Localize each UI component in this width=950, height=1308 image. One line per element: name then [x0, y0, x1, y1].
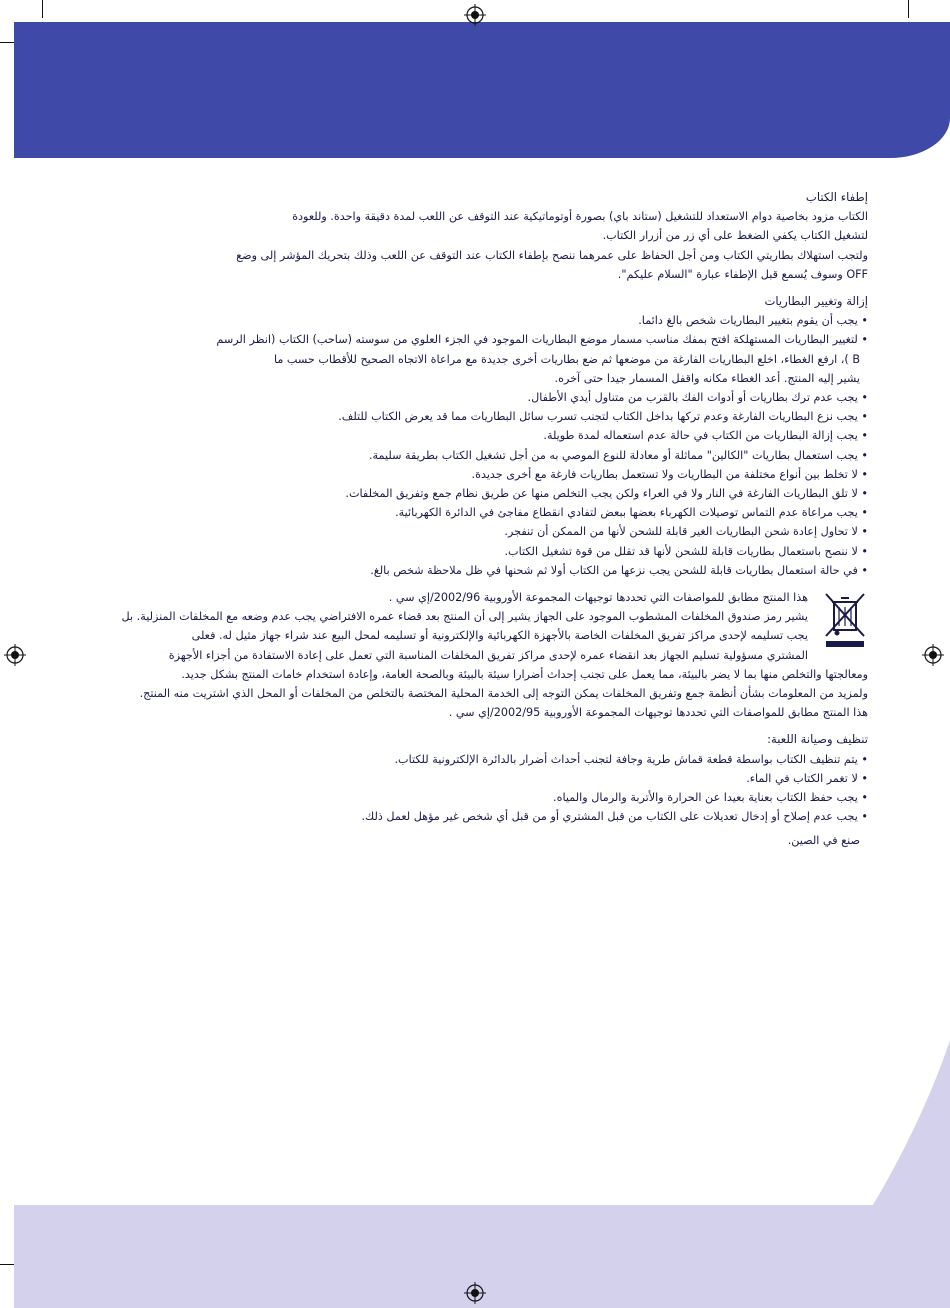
- weee-line: المشتري مسؤولية تسليم الجهاز بعد انقضاء عمره لإحدى مراكز تفريق المخلفات المناسبة التي تعمل على إعادة الاستفادة من أجزاء الأجهزة: [168, 648, 808, 662]
- list-item: B )، ارفع الغطاء، اخلع البطاريات الفارغة من موضعها ثم ضع بطاريات أخرى جديدة مع مراعاة الاتجاه الصحيح للأقطاب حسب ما: [273, 352, 860, 366]
- document-body: [100, 188, 868, 858]
- registration-mark-icon: [464, 1282, 486, 1304]
- section-heading: إزالة وتغيير البطاريات: [764, 294, 868, 309]
- list-item: • يجب نزع البطاريات الفارغة وعدم تركها بداخل الكتاب لتجنب تسرب سائل البطاريات مما قد يعرض الكتاب للتلف.: [338, 410, 868, 424]
- weee-line: هذا المنتج مطابق للمواصفات التي تحددها توجيهات المجموعة الأوروبية 2002/95/إي سي .: [448, 706, 868, 720]
- crop-mark: [42, 0, 43, 18]
- list-item: • لتغيير البطاريات المستهلكة افتح بمفك مناسب مسمار موضع البطاريات الموجود في الجزء العلوي من سوسته (ساحب) الكتاب (انظر الرسم: [216, 333, 868, 347]
- list-item: • يجب مراعاة عدم التماس توصيلات الكهرباء بعضها ببعض لتفادي انقطاع مفاجئ في الدائرة الكهربائية.: [395, 506, 868, 520]
- list-item: • لا تحاول إعادة شحن البطاريات الغير قابلة للشحن لأنها من الممكن أن تنفجر.: [504, 525, 868, 539]
- weee-line: هذا المنتج مطابق للمواصفات التي تحددها توجيهات المجموعة الأوروبية 2002/96/إي سي .: [388, 591, 808, 605]
- list-item: • يجب إزالة البطاريات من الكتاب في حالة عدم استعماله لمدة طويلة.: [543, 429, 868, 443]
- crossed-out-wheelie-bin-icon: [822, 592, 868, 650]
- weee-line: يشير رمز صندوق المخلفات المشطوب الموجود على الجهاز يشير إلى أن المنتج بعد قضاء عمره الافتراضي يجب عدم وضعه مع المخلفات المنزلية. بل: [121, 610, 808, 624]
- list-item: • يجب عدم ترك بطاريات أو أدوات الفك بالقرب من متناول أيدي الأطفال.: [527, 391, 868, 405]
- weee-line: ومعالجتها والتخلص منها بما لا يضر بالبيئة، مما يعمل على تجنب إحداث أضرارا سيئة بالبيئة وبالصحة العامة، وإعادة استخدام خامات المنتج بشكل جديد.: [181, 667, 868, 681]
- list-item: • لا تلق البطاريات الفارغة في النار ولا في العراء ولكن يجب التخلص منها عن طريق نظام جمع وتفريق المخلفات.: [345, 487, 868, 501]
- registration-mark-icon: [464, 4, 486, 26]
- list-item: • لا تغمر الكتاب في الماء.: [746, 771, 868, 785]
- crop-mark: [908, 0, 909, 18]
- registration-mark-icon: [922, 644, 944, 666]
- registration-mark-icon: [4, 644, 26, 666]
- list-item: • يجب عدم إصلاح أو إدخال تعديلات على الكتاب من قبل المشتري أو من قبل أي شخص غير مؤهل لعمل ذلك.: [361, 810, 868, 824]
- list-item: • يتم تنظيف الكتاب بواسطة قطعة قماش طرية وجافة لتجنب أحداث أضرار بالدائرة الإلكترونية للكتاب.: [394, 752, 868, 766]
- paragraph-line: OFF وسوف يُسمع قبل الإطفاء عبارة "السلام عليكم".: [617, 267, 868, 281]
- list-item: • يجب أن يقوم بتغيير البطاريات شخص بالغ دائما.: [638, 314, 868, 328]
- battery-bullet-list: [100, 311, 868, 580]
- section-turn-off: [100, 188, 868, 284]
- paragraph-line: ولتجب استهلاك بطاريتي الكتاب ومن أجل الحفاظ على عمرهما ننصح بإطفاء الكتاب عند التوقف عن اللعب وذلك بتحريك المؤشر إلى وضع: [236, 248, 868, 262]
- section-heading: إطفاء الكتاب: [805, 190, 868, 204]
- section-batteries: [100, 292, 868, 580]
- made-in-label: صنع في الصين.: [787, 833, 860, 847]
- weee-line: يجب تسليمه لإحدى مراكز تفريق المخلفات الخاصة بالأجهزة الكهربائية والإلكترونية أو تسليمه لمحل البيع عند شراء جهاز مثيل له. فعلى: [191, 629, 808, 643]
- list-item: • لا تخلط بين أنواع مختلفة من البطاريات ولا تستعمل بطاريات فارغة مع أخرى جديدة.: [471, 467, 868, 481]
- weee-notice: [100, 588, 868, 722]
- paragraph-line: لتشغيل الكتاب يكفي الضغط على أي زر من أزرار الكتاب.: [602, 229, 868, 243]
- corner-curve: [870, 1040, 950, 1210]
- list-item: • يجب استعمال بطاريات "الكالين" مماثلة أو معادلة للنوع الموصي به من أجل تشغيل الكتاب بطريقة سليمة.: [368, 448, 868, 462]
- paragraph-line: الكتاب مزود بخاصية دوام الاستعداد للتشغيل (ستاند باي) بصورة أوتوماتيكية عند التوقف عن اللعب لمدة دقيقة واحدة. وللعودة: [292, 210, 868, 224]
- list-item: • يجب حفظ الكتاب بعناية بعيدا عن الحرارة والأتربة والرمال والمياه.: [553, 791, 868, 805]
- weee-line: ولمزيد من المعلومات بشأن أنظمة جمع وتفريق المخلفات يمكن التوجه إلى الخدمة المحلية المختصة بالتخلص من المخلفات أو المحل الذي اشتريت منه المنتج.: [139, 687, 868, 701]
- list-item: يشير إليه المنتج. أعد الغطاء مكانه واقفل المسمار جيدا حتى آخره.: [554, 371, 860, 385]
- section-heading: تنظيف وصيانة اللعبة:: [767, 732, 868, 747]
- list-item: • لا ننصح باستعمال بطاريات قابلة للشحن لأنها قد تقلل من قوة تشغيل الكتاب.: [504, 544, 868, 558]
- care-bullet-list: [100, 750, 868, 827]
- header-band: [14, 22, 950, 158]
- list-item: • في حالة استعمال بطاريات قابلة للشحن يجب نزعها من الكتاب أولا ثم شحنها في ظل ملاحظة شخص بالغ.: [370, 563, 868, 577]
- section-care: [100, 730, 868, 849]
